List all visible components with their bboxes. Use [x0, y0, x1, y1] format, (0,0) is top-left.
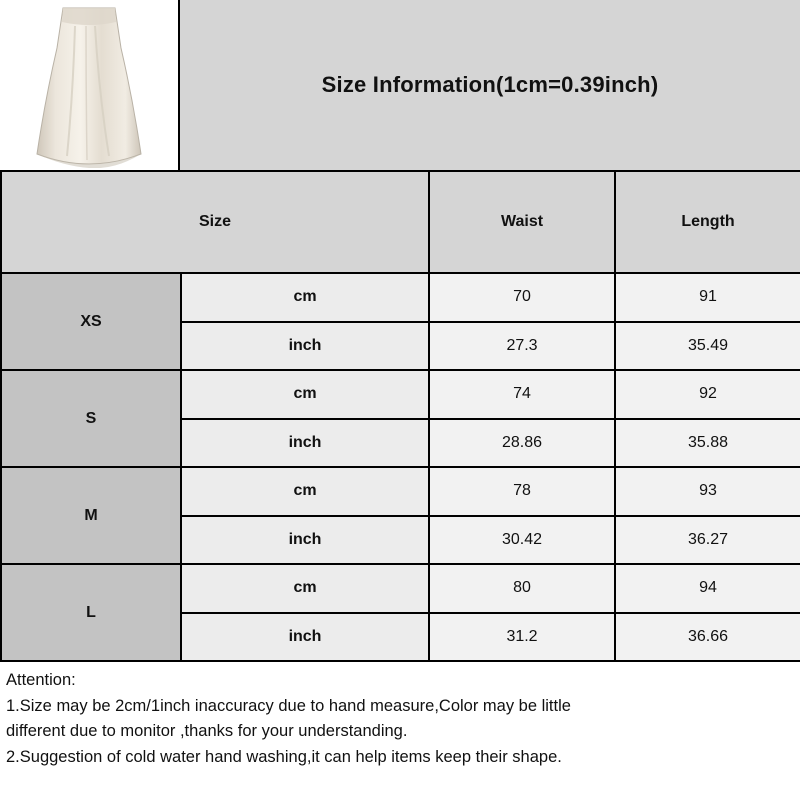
- waist-value: 30.42: [429, 516, 615, 565]
- unit-cell: inch: [181, 516, 429, 565]
- size-label-m: M: [1, 467, 181, 564]
- size-table: [0, 170, 800, 662]
- unit-cell: inch: [181, 322, 429, 371]
- unit-cell: inch: [181, 419, 429, 468]
- waist-value: 70: [429, 273, 615, 322]
- waist-value: 28.86: [429, 419, 615, 468]
- waist-value: 80: [429, 564, 615, 613]
- attention-title: Attention:: [6, 671, 76, 689]
- page-title: Size Information(1cm=0.39inch): [321, 72, 659, 97]
- length-value: 94: [615, 564, 800, 613]
- waist-value: 78: [429, 467, 615, 516]
- length-value: 36.27: [615, 516, 800, 565]
- product-image: [0, 0, 180, 170]
- header: [0, 0, 800, 170]
- attention-line-1: 1.Size may be 2cm/1inch inaccuracy due to hand measure,Color may be little: [6, 696, 571, 715]
- table-row: [1, 467, 800, 516]
- unit-cell: cm: [181, 273, 429, 322]
- length-value: 92: [615, 370, 800, 419]
- unit-cell: cm: [181, 564, 429, 613]
- size-label-l: L: [1, 564, 181, 661]
- length-value: 35.49: [615, 322, 800, 371]
- attention-line-3: 2.Suggestion of cold water hand washing,it can help items keep their shape.: [6, 747, 562, 766]
- length-value: 35.88: [615, 419, 800, 468]
- waist-value: 31.2: [429, 613, 615, 662]
- header-title-cell: [180, 0, 800, 170]
- length-value: 93: [615, 467, 800, 516]
- skirt-illustration-icon: [29, 4, 149, 168]
- table-row: [1, 564, 800, 613]
- column-header-waist: Waist: [429, 171, 615, 273]
- size-label-s: S: [1, 370, 181, 467]
- column-header-length: Length: [615, 171, 800, 273]
- table-row: [1, 273, 800, 322]
- column-header-size: Size: [1, 171, 429, 273]
- table-header-row: [1, 171, 800, 273]
- attention-block: [0, 662, 800, 774]
- length-value: 36.66: [615, 613, 800, 662]
- unit-cell: cm: [181, 370, 429, 419]
- unit-cell: inch: [181, 613, 429, 662]
- waist-value: 27.3: [429, 322, 615, 371]
- unit-cell: cm: [181, 467, 429, 516]
- waist-value: 74: [429, 370, 615, 419]
- size-label-xs: XS: [1, 273, 181, 370]
- table-row: [1, 370, 800, 419]
- attention-line-2: different due to monitor ,thanks for your understanding.: [6, 722, 408, 741]
- length-value: 91: [615, 273, 800, 322]
